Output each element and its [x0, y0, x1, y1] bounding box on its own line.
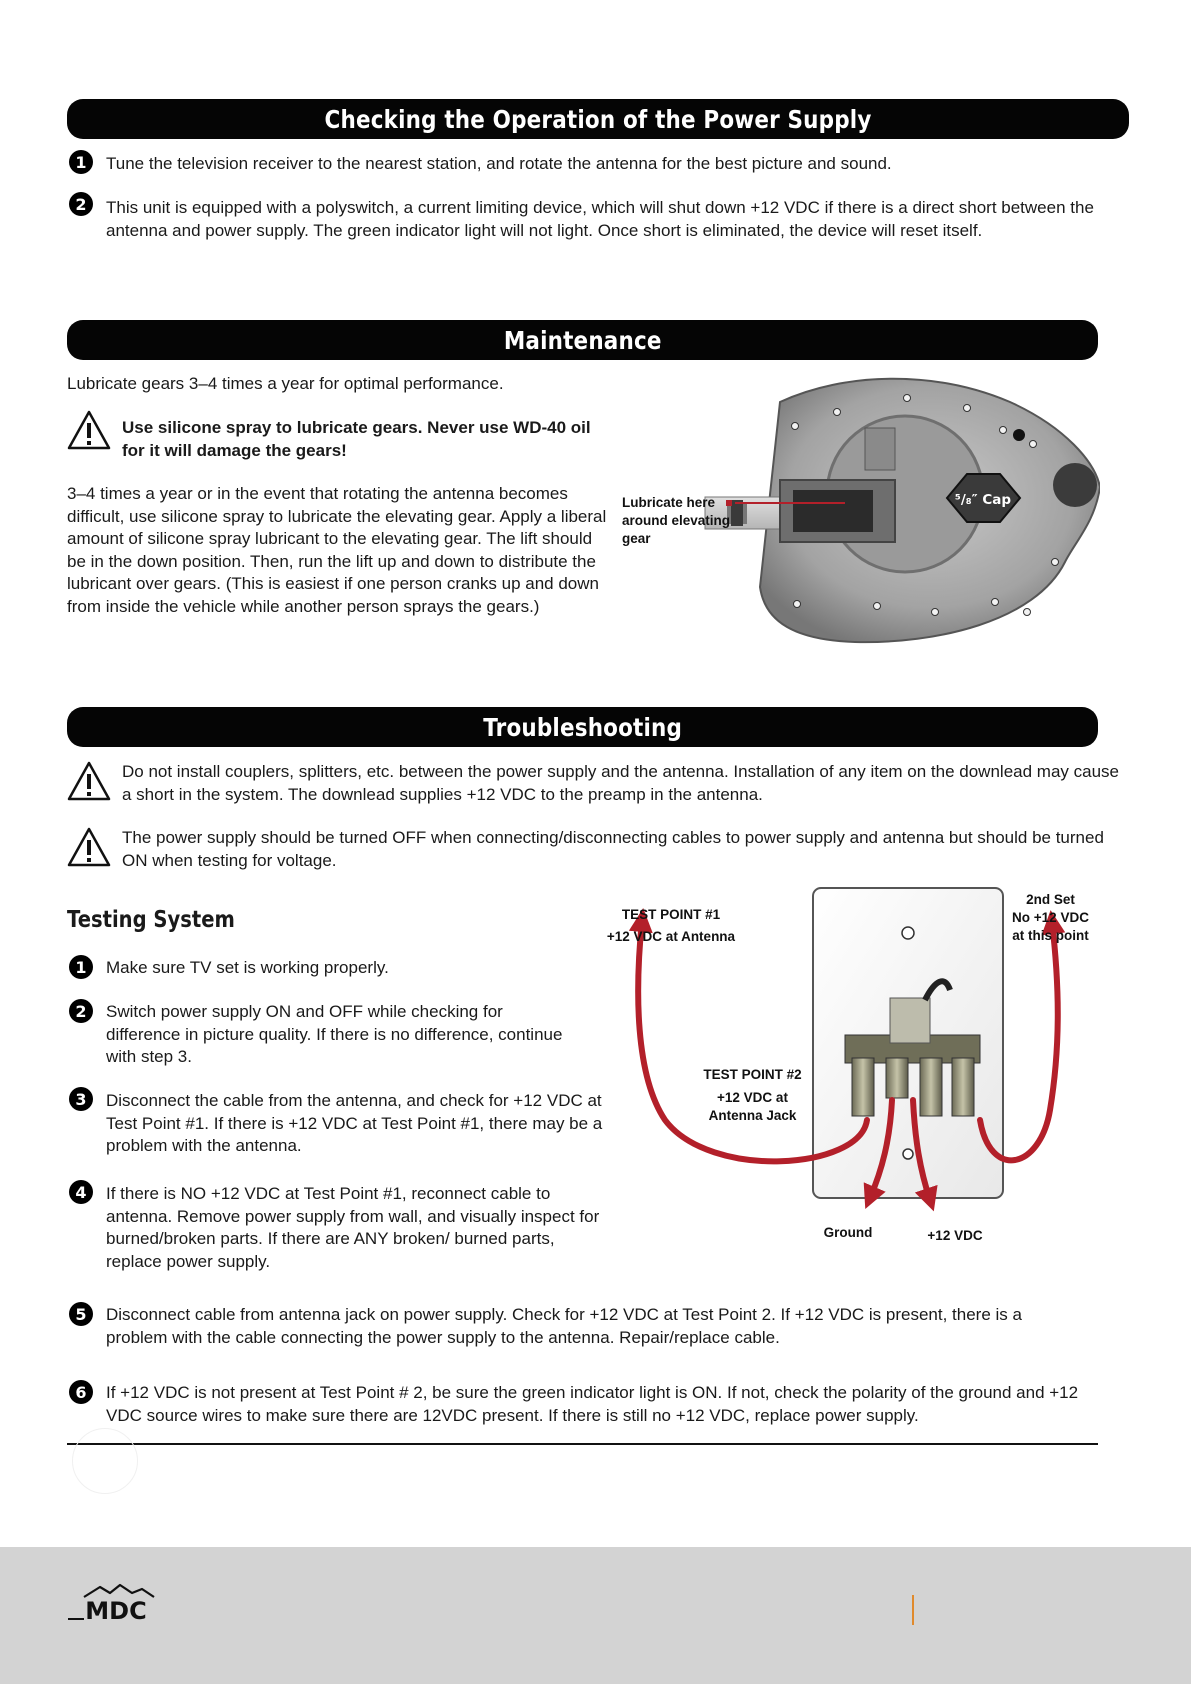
section-header-power-supply: [67, 99, 1129, 139]
second-set-line1: 2nd Set: [1026, 892, 1075, 907]
troubleshooting-warning: Do not install couplers, splitters, etc. between the power supply and the antenna. Installation of any item on the downlead may cause a short in the system. The downlead supplies +12 VDC to the preamp in the antenna.: [122, 762, 1119, 804]
warning-icon: [67, 410, 111, 450]
vdc-label: +12 VDC: [927, 1228, 983, 1243]
mdc-logo: [66, 1583, 166, 1623]
step-text: Disconnect cable from antenna jack on power supply. Check for +12 VDC at Test Point 2. If +12 VDC is present, there is a problem with the cable connecting the power supply to the antenna. Repair/replace cable.: [106, 1305, 1022, 1347]
maintenance-intro: Lubricate gears 3–4 times a year for optimal performance.: [67, 374, 504, 393]
section-title: Maintenance: [503, 325, 662, 355]
test-point-2-label: [690, 1066, 815, 1125]
second-set-line2: No +12 VDC: [1012, 910, 1089, 925]
step-number-badge: 6: [69, 1380, 93, 1404]
step-text: If there is NO +12 VDC at Test Point #1, reconnect cable to antenna. Remove power supply from wall, and visually inspect for burned/broken parts. If there are ANY broken/ burned parts, replace power supply.: [106, 1184, 600, 1271]
maintenance-warning: Use silicone spray to lubricate gears. Never use WD-40 oil for it will damage the gears!: [122, 418, 591, 460]
troubleshooting-warning: The power supply should be turned OFF when connecting/disconnecting cables to power supply and antenna but should be turned ON when testing for voltage.: [122, 828, 1104, 870]
page-number-circle: [72, 1428, 138, 1494]
warning-icon: [67, 827, 111, 867]
ground-label: Ground: [823, 1225, 873, 1240]
step-text: Tune the television receiver to the nearest station, and rotate the antenna for the best picture and sound.: [106, 154, 892, 173]
warning-icon: [67, 761, 111, 801]
second-set-label: [1003, 891, 1098, 945]
test-point-1-label: [585, 906, 757, 946]
step-number-badge: 2: [69, 192, 93, 216]
mdc-logo-text: MDC: [85, 1597, 147, 1623]
step-text: Switch power supply ON and OFF while checking for difference in picture quality. If there is no difference, continue with step 3.: [106, 1002, 563, 1066]
test-point-2-line3: Antenna Jack: [708, 1108, 797, 1123]
step-number-badge: 1: [69, 150, 93, 174]
section-header-troubleshooting: [67, 707, 1098, 747]
test-point-2-title: TEST POINT #2: [703, 1067, 802, 1082]
bottom-rule: [67, 1443, 1098, 1445]
step-text: Disconnect the cable from the antenna, and check for +12 VDC at Test Point #1. If there is +12 VDC at Test Point #1, there may be a problem with the antenna.: [106, 1091, 603, 1155]
step-number-badge: 3: [69, 1087, 93, 1111]
testing-system-heading: Testing System: [67, 907, 235, 933]
step-number-badge: 2: [69, 999, 93, 1023]
step-number-badge: 4: [69, 1180, 93, 1204]
cap-label: ⁵/₈″ Cap: [954, 492, 1012, 508]
section-title: Checking the Operation of the Power Supply: [324, 104, 872, 134]
test-point-1-title: TEST POINT #1: [621, 907, 721, 922]
step-text: If +12 VDC is not present at Test Point # 2, be sure the green indicator light is ON. If not, check the polarity of the ground and +12 VDC source wires to make sure there are 12VDC present. If there is still no +12 VDC, replace power supply.: [106, 1383, 1079, 1425]
step-text: This unit is equipped with a polyswitch, a current limiting device, which will shut down +12 VDC if there is a direct short between the antenna and power supply. The green indicator light will not light. Once short is eliminated, the device will reset itself.: [106, 198, 1094, 240]
second-set-line3: at this point: [1012, 928, 1089, 943]
maintenance-body: 3–4 times a year or in the event that rotating the antenna becomes difficult, use silicone spray to lubricate the elevating gear. Apply a liberal amount of silicone spray lubricant to the elevating gear. The lift should be in the down position. Then, run the lift up and down to distribute the lubricant over gears. (This is easiest if one person cranks up and down from inside the vehicle while another person sprays the gears.): [67, 484, 607, 616]
section-title: Troubleshooting: [483, 712, 682, 742]
test-point-2-line2: +12 VDC at: [717, 1090, 788, 1105]
section-header-maintenance: [67, 320, 1098, 360]
footer-accent-divider: [912, 1595, 914, 1625]
test-point-1-sub: +12 VDC at Antenna: [606, 929, 736, 944]
step-number-badge: 1: [69, 955, 93, 979]
lubricate-callout: Lubricate here around elevating gear: [622, 495, 731, 546]
page-footer: [0, 1547, 1191, 1684]
step-text: Make sure TV set is working properly.: [106, 958, 389, 977]
step-number-badge: 5: [69, 1302, 93, 1326]
